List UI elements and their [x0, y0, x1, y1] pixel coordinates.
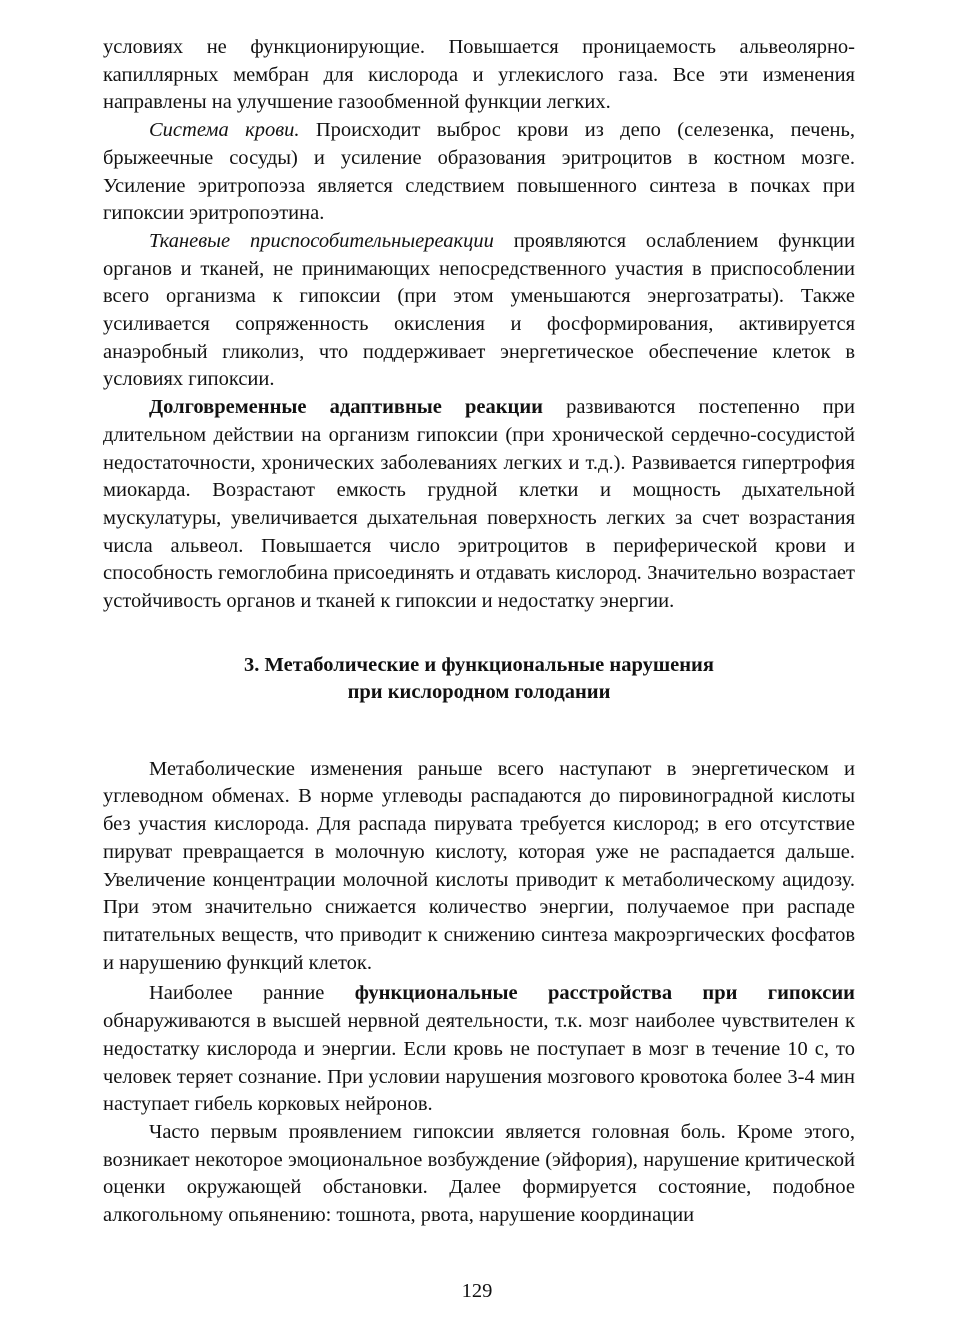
- paragraph-lead-bold: Долговременные адаптивные реакции: [149, 396, 543, 419]
- section-heading-line-2: при кислородном голодании: [347, 680, 611, 703]
- page-body: [103, 34, 855, 1230]
- paragraph-text: развиваются постепенно при длительном действии на организм гипоксии (при хронической сердечно-сосудистой недостаточности, хронических заболеваниях легких и т.д.). Развивается гипертрофия миокарда. Возрастают емкость грудной клетки и мощность дыхательной мускулатуры, увеличивается дыхательная поверхность легких за счет возрастания числа альвеол. Повышается число эритроцитов в периферической крови и способность гемоглобина присоединять и отдавать кислород. Значительно возрастает устойчивость органов и тканей к гипоксии и недостатку энергии.: [103, 396, 855, 613]
- paragraph-text: условиях не функционирующие. Повышается проницаемость альвеолярно-капиллярных мембран для кислорода и углекислого газа. Все эти изменения направлены на улучшение газообменной функции легких.: [103, 36, 855, 114]
- paragraph-continuation: [103, 34, 855, 117]
- section-heading-line-1: 3. Метаболические и функциональные нарушения: [244, 653, 714, 676]
- paragraph-bold-phrase: функциональные расстройства при гипоксии: [354, 982, 855, 1005]
- paragraph-lead-italic: Тканевые приспособительныереакции: [149, 229, 494, 252]
- section-heading: [103, 652, 855, 706]
- paragraph-text: Происходит выброс крови из депо (селезенка, печень, брыжеечные сосуды) и усиление образования эритроцитов в костном мозге. Усиление эритропоэза является следствием повышенного синтеза в почках при гипоксии эритропоэтина.: [103, 119, 855, 225]
- paragraph-text: обнаруживаются в высшей нервной деятельности, т.к. мозг наиболее чувствителен к недостатку кислорода и энергии. Если кровь не поступает в мозг в течение 10 с, то человек теряет сознание. При условии нарушения мозгового кровотока более 3-4 мин наступает гибель корковых нейронов.: [103, 1010, 855, 1116]
- paragraph-metabolic-changes: [103, 756, 855, 978]
- page-number: 129: [461, 1280, 493, 1302]
- paragraph-text: Наиболее ранние: [149, 982, 355, 1005]
- paragraph-text: проявляются ослаблением функции органов и тканей, не принимающих непосредственного участия в приспособлении всего организма к гипоксии (при этом уменьшаются энергозатраты). Также усиливается сопряженность окисления и фосформирования, активируется анаэробный гликолиз, что поддерживает энергетическое обеспечение клеток в условиях гипоксии.: [103, 229, 855, 391]
- paragraph-text: Часто первым проявлением гипоксии является головная боль. Кроме этого, возникает некоторое эмоциональное возбуждение (эйфория), нарушение критической оценки окружающей обстановки. Далее формируется состояние, подобное алкогольному опьянению: тошнота, рвота, нарушение координации: [103, 1120, 855, 1227]
- paragraph-tissue-reactions: [103, 228, 855, 394]
- paragraph-lead-italic: Система крови.: [149, 119, 300, 142]
- paragraph-text: Метаболические изменения раньше всего наступают в энергетическом и углеводном обменах. В норме углеводы распадаются до пировиноградной кислоты без участия кислорода. Для распада пирувата требуется кислород; в его отсутствие пируват превращается в молочную кислоту, которая уже не распадается дальше. Увеличение концентрации молочной кислоты приводит к метаболическому ацидозу. При этом значительно снижается количество энергии, получаемое при распаде питательных веществ, что приводит к снижению синтеза макроэргических фосфатов и нарушению функций клеток.: [103, 757, 855, 974]
- paragraph-headache: [103, 1119, 855, 1230]
- paragraph-functional-disorders: [103, 980, 855, 1119]
- paragraph-blood-system: [103, 117, 855, 228]
- paragraph-long-term-adaptation: [103, 394, 855, 616]
